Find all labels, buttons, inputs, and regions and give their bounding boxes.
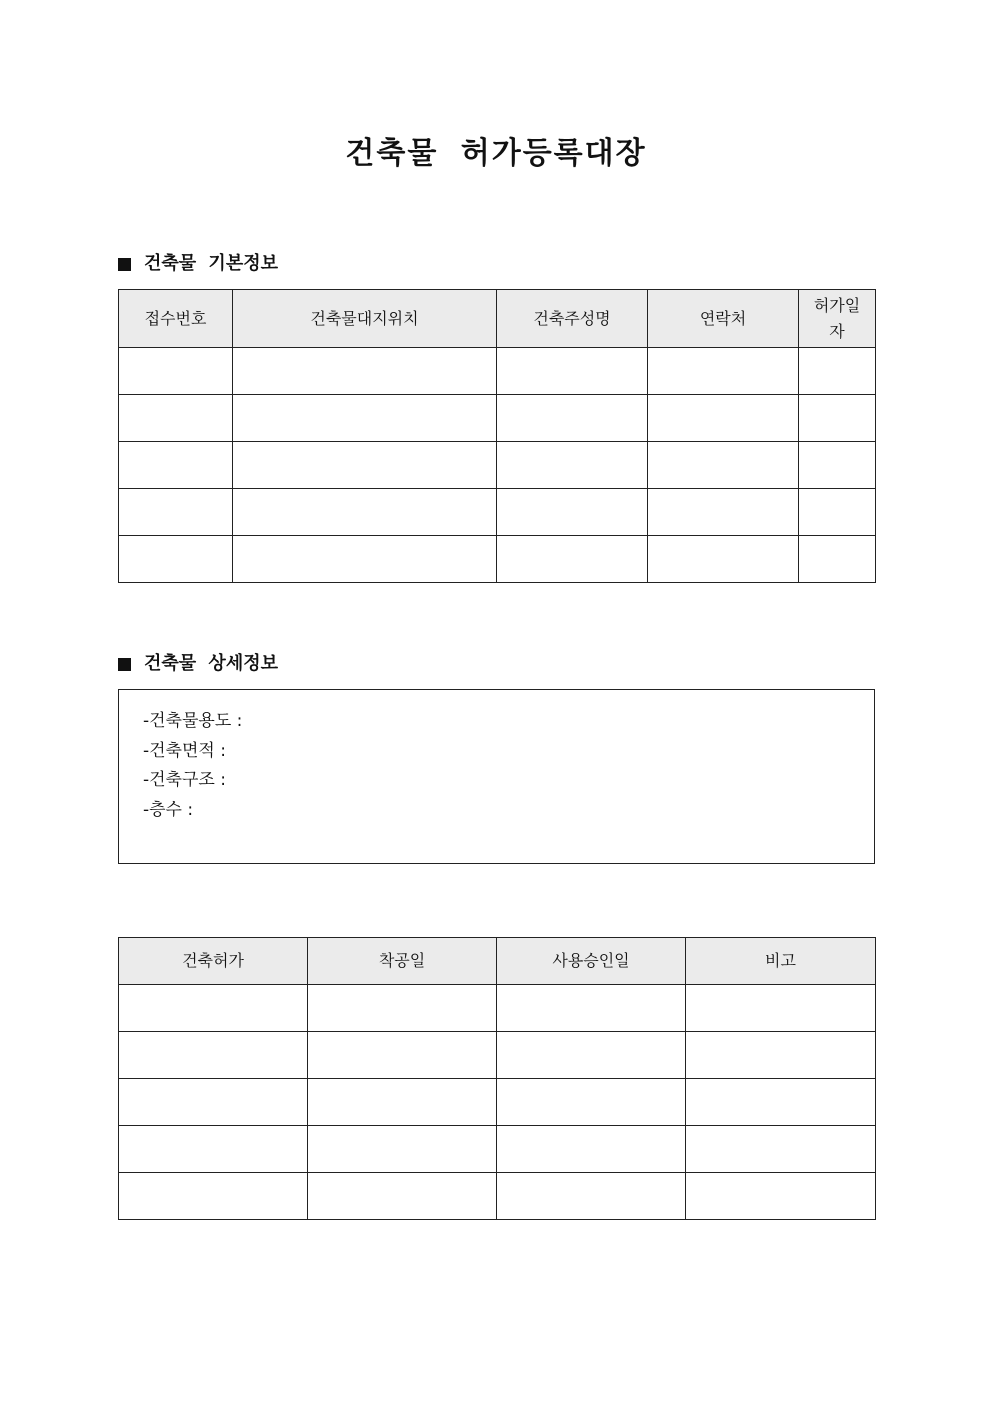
cell-site-location[interactable] [233,536,497,583]
detail-line-building-area [143,737,248,767]
cell-start-date[interactable] [308,1173,497,1220]
cell-building-permit[interactable] [119,985,308,1032]
detail-label: -건축면적 [143,740,215,761]
detail-separator: : [220,740,226,761]
square-bullet-icon [118,258,131,271]
cell-site-location[interactable] [233,395,497,442]
table-row [119,489,876,536]
table-row [119,1173,876,1220]
section-heading-basic-info [118,252,278,276]
cell-use-approval-date[interactable] [497,1173,686,1220]
table-row [119,1126,876,1173]
detail-line-floors [143,796,248,826]
permit-date-header-label: 허가일자 [813,295,861,341]
column-header-start-date: 착공일 [308,938,497,985]
cell-permit-date[interactable] [799,536,876,583]
column-header-site-location: 건축물대지위치 [233,290,497,348]
cell-permit-date[interactable] [799,442,876,489]
detail-separator: : [220,770,226,790]
section-heading-detail-info [118,652,278,676]
column-header-receipt-number: 접수번호 [119,290,233,348]
cell-building-permit[interactable] [119,1032,308,1079]
detail-label: -건축물용도 [143,711,232,731]
cell-remarks[interactable] [686,1173,876,1220]
cell-site-location[interactable] [233,489,497,536]
cell-building-permit[interactable] [119,1173,308,1220]
cell-building-permit[interactable] [119,1079,308,1126]
cell-receipt-number[interactable] [119,442,233,489]
detail-separator: : [236,711,243,731]
detail-label: -건축구조 [143,770,215,790]
cell-site-location[interactable] [233,348,497,395]
column-header-permit-date [799,290,876,348]
cell-permit-date[interactable] [799,395,876,442]
detail-line-building-structure [143,766,248,796]
cell-contact[interactable] [648,536,799,583]
cell-remarks[interactable] [686,1079,876,1126]
column-header-remarks: 비고 [686,938,876,985]
page-title: 건축물 허가등록대장 [345,136,647,171]
cell-receipt-number[interactable] [119,395,233,442]
detail-info-box [118,689,875,864]
cell-contact[interactable] [648,395,799,442]
detail-line-building-use [143,707,248,737]
cell-contact[interactable] [648,442,799,489]
column-header-owner-name: 건축주성명 [497,290,648,348]
cell-contact[interactable] [648,348,799,395]
table-row [119,442,876,489]
column-header-building-permit: 건축허가 [119,938,308,985]
cell-owner-name[interactable] [497,442,648,489]
permit-schedule-table [118,937,876,1220]
cell-receipt-number[interactable] [119,348,233,395]
detail-label: -층수 [143,799,182,820]
column-header-contact: 연락처 [648,290,799,348]
cell-receipt-number[interactable] [119,489,233,536]
table-row [119,536,876,583]
table-row [119,1079,876,1126]
cell-start-date[interactable] [308,985,497,1032]
cell-permit-date[interactable] [799,489,876,536]
section-heading-label: 건축물 기본정보 [144,253,278,274]
table-header-row [119,938,876,985]
cell-start-date[interactable] [308,1032,497,1079]
section-heading-label: 건축물 상세정보 [144,653,278,674]
column-header-use-approval-date: 사용승인일 [497,938,686,985]
cell-use-approval-date[interactable] [497,1032,686,1079]
table-row [119,395,876,442]
cell-permit-date[interactable] [799,348,876,395]
table-row [119,985,876,1032]
cell-start-date[interactable] [308,1126,497,1173]
cell-owner-name[interactable] [497,489,648,536]
cell-use-approval-date[interactable] [497,1079,686,1126]
cell-remarks[interactable] [686,1126,876,1173]
square-bullet-icon [118,658,131,671]
cell-owner-name[interactable] [497,395,648,442]
cell-owner-name[interactable] [497,348,648,395]
cell-remarks[interactable] [686,985,876,1032]
table-row [119,348,876,395]
cell-use-approval-date[interactable] [497,1126,686,1173]
cell-owner-name[interactable] [497,536,648,583]
cell-contact[interactable] [648,489,799,536]
table-header-row [119,290,876,348]
table-row [119,1032,876,1079]
cell-site-location[interactable] [233,442,497,489]
cell-use-approval-date[interactable] [497,985,686,1032]
detail-separator: : [187,799,194,820]
basic-info-table [118,289,876,583]
cell-building-permit[interactable] [119,1126,308,1173]
cell-start-date[interactable] [308,1079,497,1126]
cell-remarks[interactable] [686,1032,876,1079]
cell-receipt-number[interactable] [119,536,233,583]
